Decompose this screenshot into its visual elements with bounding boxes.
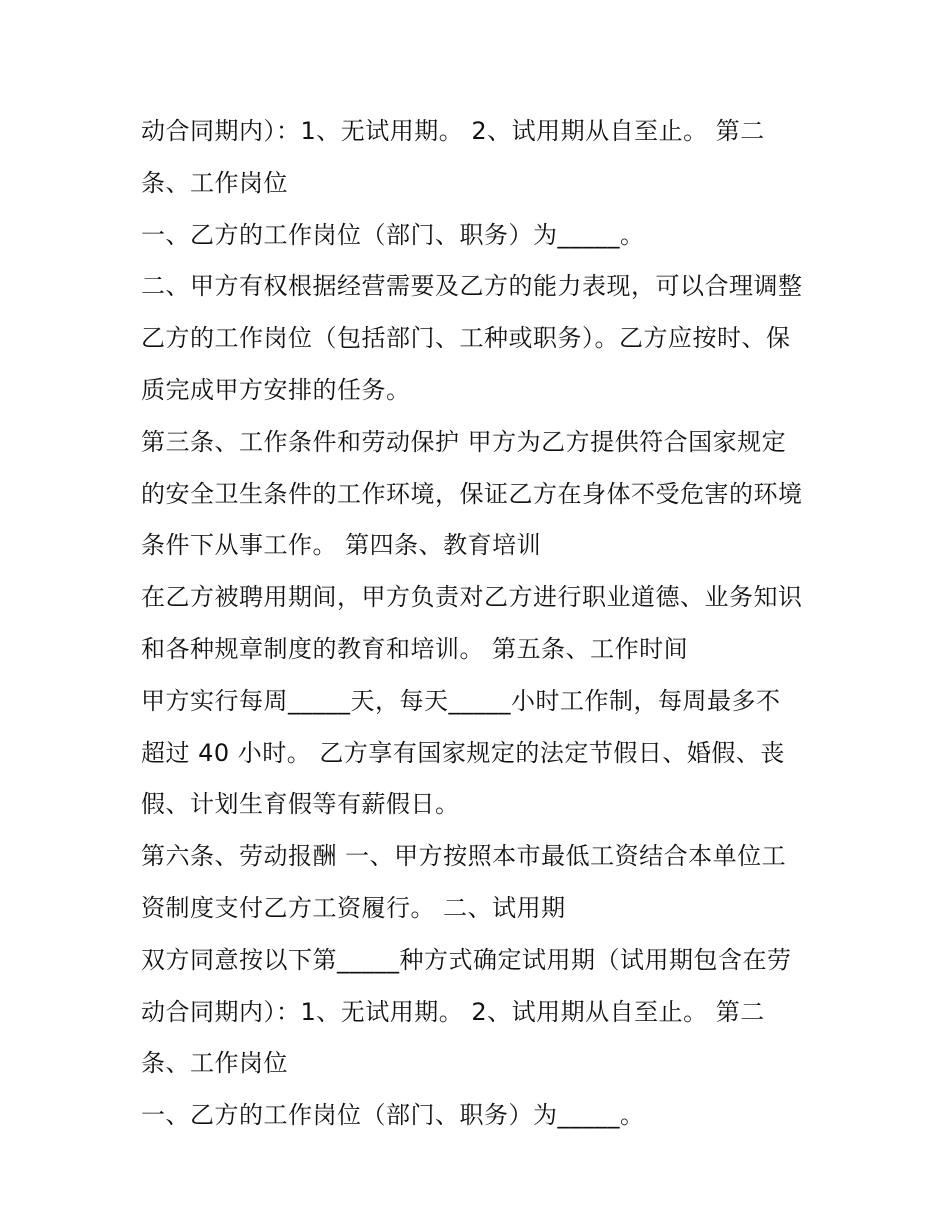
text-line: 乙方的工作岗位（包括部门、工种或职务）。乙方应按时、保 <box>141 324 791 353</box>
text-line: 一、乙方的工作岗位（部门、职务）为_____。 <box>141 220 645 249</box>
text-line: 二、甲方有权根据经营需要及乙方的能力表现，可以合理调整 <box>141 272 803 301</box>
text-line: 质完成甲方安排的任务。 <box>141 375 411 404</box>
text-line: 条、工作岗位 <box>141 1049 288 1078</box>
text-line: 的安全卫生条件的工作环境，保证乙方在身体不受危害的环境 <box>141 479 803 508</box>
text-line: 一、乙方的工作岗位（部门、职务）为_____。 <box>141 1101 645 1130</box>
text-line: 甲方实行每周_____天，每天_____小时工作制，每周最多不 <box>141 686 781 715</box>
text-line: 第三条、工作条件和劳动保护 甲方为乙方提供符合国家规定 <box>141 427 787 456</box>
text-line: 资制度支付乙方工资履行。 二、试用期 <box>141 893 566 922</box>
text-line: 条、工作岗位 <box>141 168 288 197</box>
text-line: 条件下从事工作。 第四条、教育培训 <box>141 531 542 560</box>
text-line: 在乙方被聘用期间，甲方负责对乙方进行职业道德、业务知识 <box>141 583 803 612</box>
text-line: 双方同意按以下第_____种方式确定试用期（试用期包含在劳 <box>141 945 792 974</box>
contract-text-body <box>141 106 831 1142</box>
text-line: 假、计划生育假等有薪假日。 <box>141 790 460 819</box>
text-line: 第六条、劳动报酬 一、甲方按照本市最低工资结合本单位工 <box>141 842 787 871</box>
text-line: 和各种规章制度的教育和培训。 第五条、工作时间 <box>141 634 689 663</box>
text-line: 动合同期内）：1、无试用期。 2、试用期从自至止。 第二 <box>141 997 765 1026</box>
text-line: 动合同期内）：1、无试用期。 2、试用期从自至止。 第二 <box>141 117 765 145</box>
text-line: 超过 40 小时。 乙方享有国家规定的法定节假日、婚假、丧 <box>141 738 785 767</box>
